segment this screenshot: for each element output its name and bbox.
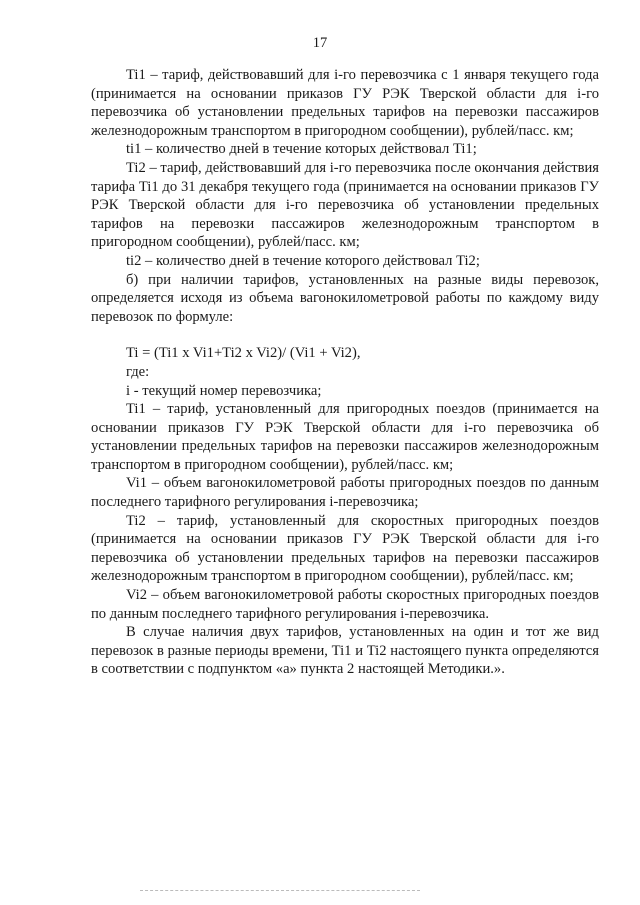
document-body [91,66,599,679]
paragraph-vi1: Vi1 – объем вагонокилометровой работы пригородных поездов по данным последнего тарифного регулирования i-перевозчика; [91,475,599,511]
paragraph-ti2-definition: Ti2 – тариф, действовавший для i-го перевозчика после окончания действия тарифа Ti1 до 31 декабря текущего года (принимается на основании приказов ГУ РЭК Тверской области для i-го перевозчика об установлении предельных тарифов на перевозки пассажиров железнодорожным транспортом в пригородном сообщении), рублей/пасс. км; [91,159,599,251]
paragraph-ti1-days: ti1 – количество дней в течение которых действовал Ti1; [126,141,477,158]
formula: Ti = (Ti1 x Vi1+Ti2 x Vi2)/ (Vi1 + Vi2), [126,345,361,362]
paragraph-closing: В случае наличия двух тарифов, установленных на один и тот же вид перевозок в разные периоды времени, Ti1 и Ti2 настоящего пункта определяются в соответствии с подпунктом «а» пункта 2 настоящей Методики.». [91,624,599,678]
paragraph-where: где: [126,363,150,380]
footer-rule [140,890,420,891]
paragraph-vi2: Vi2 – объем вагонокилометровой работы скоростных пригородных поездов по данным последнего тарифного регулирования i-перевозчика. [91,587,599,622]
paragraph-ti1-definition: Ti1 – тариф, действовавший для i-го перевозчика с 1 января текущего года (принимается на основании приказов ГУ РЭК Тверской области для i-го перевозчика об установлении предельных тарифов на перевозки пассажиров железнодорожным транспортом в пригородном сообщении), рублей/пасс. км; [91,67,599,139]
page-number: 17 [312,35,328,51]
paragraph-ti2-express: Ti2 – тариф, установленный для скоростных пригородных поездов (принимается на основании приказов ГУ РЭК Тверской области для i-го перевозчика об установлении предельных тарифов на перевозки пассажиров железнодорожным транспортом в пригородном сообщении), рублей/пасс. км; [91,512,599,585]
paragraph-ti2-days: ti2 – количество дней в течение которого действовал Ti2; [126,252,480,269]
paragraph-subpoint-b: б) при наличии тарифов, установленных на разные виды перевозок, определяется исходя из объема вагонокилометровой работы по каждому виду перевозок по формуле: [91,271,599,325]
paragraph-i-definition: i - текущий номер перевозчика; [126,382,322,399]
paragraph-ti1-suburban: Ti1 – тариф, установленный для пригородных поездов (принимается на основании приказов ГУ РЭК Тверской области для i-го перевозчика об установлении предельных тарифов на перевозки пассажиров железнодорожным транспортом в пригородном сообщении), рублей/пасс. км; [91,401,599,473]
